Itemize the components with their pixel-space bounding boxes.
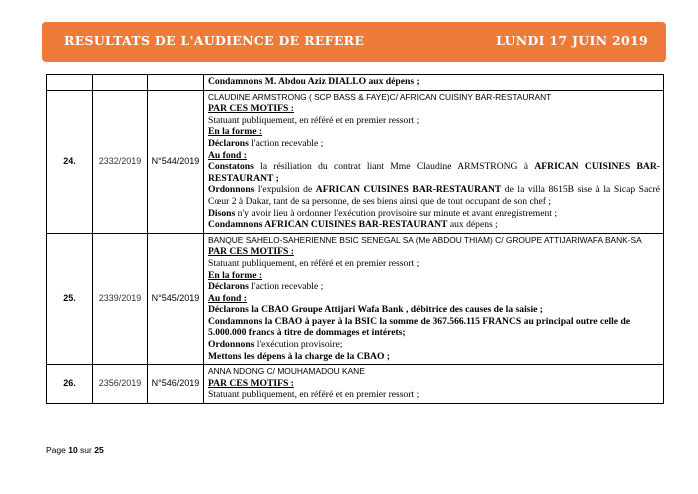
motifs-heading: PAR CES MOTIFS :: [208, 103, 294, 115]
rg-number: 2356/2019: [93, 365, 148, 404]
header-banner: [42, 22, 666, 62]
ordinance-number: N°546/2019: [148, 365, 204, 404]
hearing-date: LUNDI 17 JUIN 2019: [496, 33, 648, 48]
motifs-heading: PAR CES MOTIFS :: [208, 246, 294, 258]
page-number: 10: [68, 445, 78, 455]
decision-cell: BANQUE SAHELO-SAHERIENNE BSIC SENEGAL SA (Me ABDOU THIAM) C/ GROUPE ATTIJARIWAFA BANK-SA PAR CES MOTIFS : Statuant publiquement, en référé et en premier ressort ; En la forme : Déclarons l'action recevable ; Au fond : Déclarons la CBAO Groupe Attijari Wafa Bank , débitrice des causes de la saisie ; Condamnons la CBAO à payer à la BSIC la somme de 367.566.115 FRANCS au principal outre celle de 5.000.000 francs à titre de dommages et intérets; Ordonnons l'exécution provisoire; Mettons les dépens à la charge de la CBAO ;: [204, 233, 664, 365]
row-number: 26.: [47, 365, 93, 404]
page-title: RESULTATS DE L'AUDIENCE DE REFERE: [64, 33, 365, 48]
motifs-heading: PAR CES MOTIFS :: [208, 377, 294, 389]
table-row-previous: [47, 75, 664, 91]
rg-number: 2332/2019: [93, 90, 148, 233]
ordinance-number: N°545/2019: [148, 233, 204, 365]
page-total: 25: [94, 445, 104, 455]
table-row: [47, 233, 664, 365]
rg-number: 2339/2019: [93, 233, 148, 365]
ordinance-number: N°544/2019: [148, 90, 204, 233]
results-table: [46, 74, 664, 404]
table-row: [47, 365, 664, 404]
decision-cell: ANNA NDONG C/ MOUHAMADOU KANE PAR CES MOTIFS : Statuant publiquement, en référé et en premier ressort ;: [204, 365, 664, 404]
page-footer: Page 10 sur 25: [46, 445, 104, 455]
parties: CLAUDINE ARMSTRONG ( SCP BASS & FAYE)C/ AFRICAN CUISINY BAR-RESTAURANT: [208, 91, 552, 102]
decision-cell: CLAUDINE ARMSTRONG ( SCP BASS & FAYE)C/ AFRICAN CUISINY BAR-RESTAURANT PAR CES MOTIFS : Statuant publiquement, en référé et en premier ressort ; En la forme : Déclarons l'action recevable ; Au fond : Constatons la résiliation du contrat liant Mme Claudine ARMSTRONG à AFRICAN CUISINES BAR-RESTAURANT ; Ordonnons l'expulsion de AFRICAN CUISINES BAR-RESTAURANT de la villa 8615B sise à la Sicap Sacré Cœur 2 à Dakar, tant de sa personne, de ses biens ainsi que de tout occupant de son chef ; Disons n'y avoir lieu à ordonner l'exécution provisoire sur minute et avant enregistrement ; Condamnons AFRICAN CUISINES BAR-RESTAURANT aux dépens ;: [204, 90, 664, 233]
parties: BANQUE SAHELO-SAHERIENNE BSIC SENEGAL SA (Me ABDOU THIAM) C/ GROUPE ATTIJARIWAFA BANK-SA: [208, 234, 642, 245]
parties: ANNA NDONG C/ MOUHAMADOU KANE: [208, 366, 365, 377]
row-number: 25.: [47, 233, 93, 365]
decision-cell: Condamnons M. Abdou Aziz DIALLO aux dépens ;: [204, 75, 664, 91]
row-number: 24.: [47, 90, 93, 233]
table-row: [47, 90, 664, 233]
